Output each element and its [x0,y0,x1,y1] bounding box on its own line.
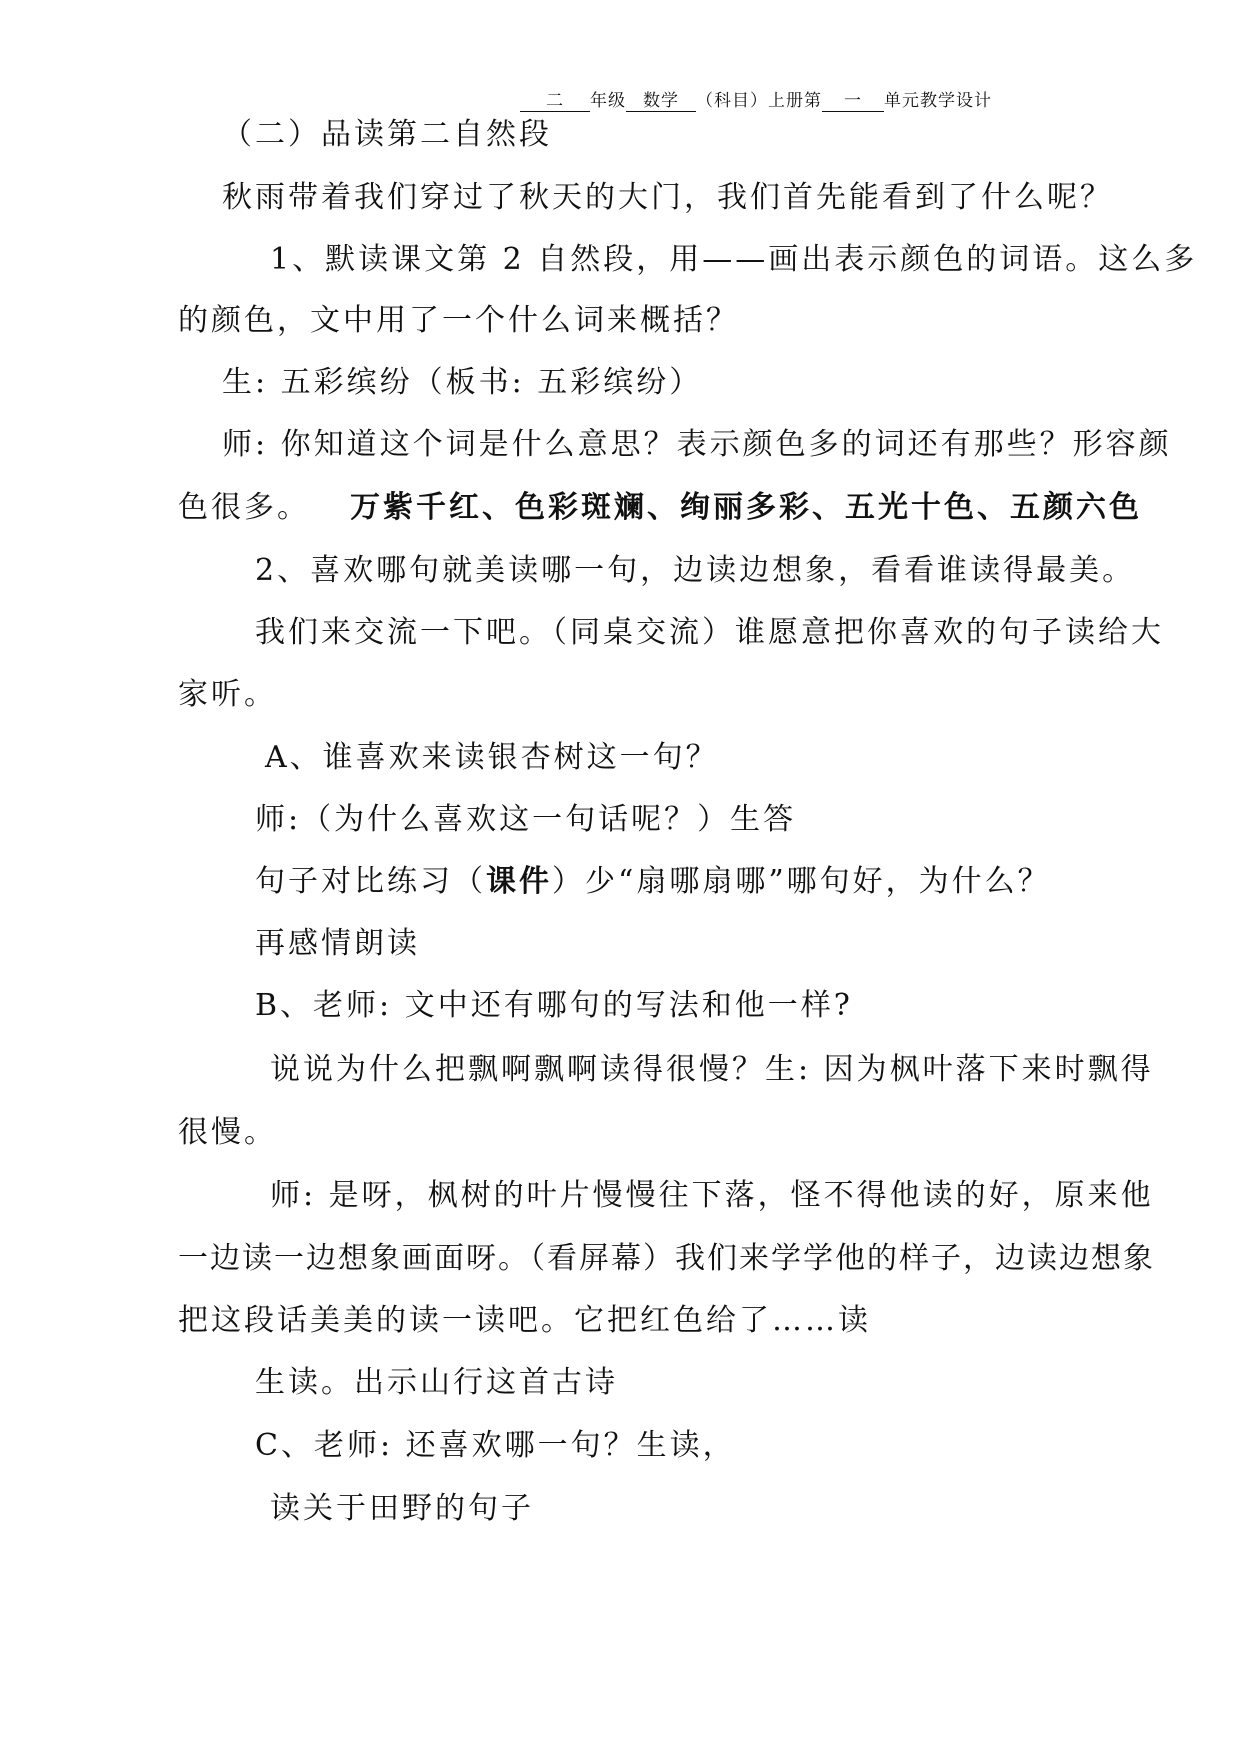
text-span: ）少“扇哪扇哪”哪句好，为什么？ [552,864,1051,899]
bold-word: 课件 [486,864,552,899]
paragraph-line: 师:（为什么喜欢这一句话呢？）生答 [255,802,797,837]
paragraph-line: 师: 是呀，枫树的叶片慢慢往下落，怪不得他读的好，原来他 [270,1178,1154,1213]
paragraph-line: 秋雨带着我们穿过了秋天的大门，我们首先能看到了什么呢？ [222,180,1113,215]
text-span: 色很多。 [178,490,310,525]
paragraph-line: 再感情朗读 [255,926,420,961]
paragraph-line: B、老师: 文中还有哪句的写法和他一样? [255,988,853,1023]
section-title: （二）品读第二自然段 [222,117,552,152]
paragraph-line: 说说为什么把飘啊飘啊读得很慢？生: 因为枫叶落下来时飘得 [270,1052,1154,1087]
paragraph-line: 的颜色，文中用了一个什么词来概括？ [178,303,739,338]
subject-field: 数学 [626,86,696,112]
bold-word-list: 万紫千红、色彩斑斓、绚丽多彩、五光十色、五颜六色 [350,490,1142,525]
grade-field: 二 [520,86,590,112]
unit-suffix: 单元教学设计 [884,91,992,111]
text-span: 句子对比练习（ [255,864,486,899]
paragraph-line: 师: 你知道这个词是什么意思？表示颜色多的词还有那些？形容颜 [222,427,1172,462]
unit-field: 一 [822,86,884,112]
paragraph-line [255,864,1051,900]
paragraph-line: 一边读一边想象画面呀。（看屏幕）我们来学学他的样子，边读边想象 [178,1241,1155,1276]
grade-suffix: 年级 [590,91,626,111]
paragraph-line: 1、默读课文第 2 自然段，用——画出表示颜色的词语。这么多 [270,242,1198,277]
paragraph-line: C、老师: 还喜欢哪一句？生读， [255,1428,736,1463]
subject-suffix: （科目）上册第 [696,91,822,111]
paragraph-line: 生: 五彩缤纷（板书: 五彩缤纷） [222,365,703,400]
paragraph-line: 很慢。 [178,1115,277,1150]
paragraph-line: 生读。出示山行这首古诗 [255,1365,618,1400]
paragraph-line: 把这段话美美的读一读吧。它把红色给了……读 [178,1303,871,1338]
paragraph-line: A、谁喜欢来读银杏树这一句？ [265,740,719,775]
paragraph-line: 家听。 [178,677,277,712]
paragraph-line: 2、喜欢哪句就美读哪一句，边读边想象，看看谁读得最美。 [255,553,1136,588]
paragraph-line: 我们来交流一下吧。（同桌交流）谁愿意把你喜欢的句子读给大 [255,615,1164,650]
paragraph-line [178,490,1142,526]
page-header [520,86,992,112]
paragraph-line: 读关于田野的句子 [270,1491,534,1526]
